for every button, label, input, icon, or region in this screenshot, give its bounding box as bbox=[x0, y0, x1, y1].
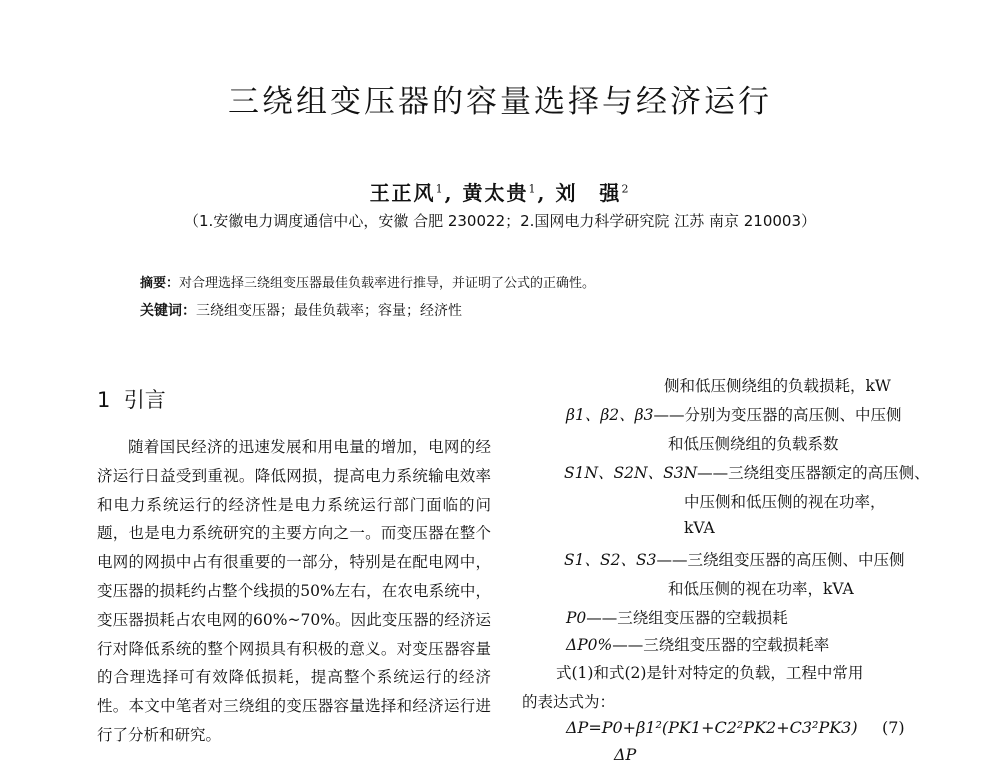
definition-line: 侧和低压侧绕组的负载损耗，kW bbox=[664, 377, 891, 395]
equation: ΔP=P0+β1²(PK1+C2²PK2+C3²PK3) bbox=[566, 718, 858, 737]
definition-line: 中压侧和低压侧的视在功率， bbox=[684, 493, 886, 511]
definition-p0 bbox=[566, 606, 788, 628]
definition-text: ——三绕组变压器额定的高压侧、 bbox=[697, 464, 930, 482]
definition-text: ——分别为变压器的高压侧、中压侧 bbox=[653, 406, 902, 424]
abstract-text: 对合理选择三绕组变压器最佳负载率进行推导，并证明了公式的正确性。 bbox=[179, 276, 596, 291]
author-name: 黄太贵 bbox=[462, 181, 529, 205]
body-text: 式(1)和式(2)是针对特定的负载，工程中常用 bbox=[556, 664, 864, 682]
definition-text: ——三绕组变压器的空载损耗 bbox=[586, 609, 788, 627]
intro-paragraph: 随着国民经济的迅速发展和用电量的增加，电网的经济运行日益受到重视。降低网损，提高电力系统输电效率和电力系统运行的经济性是电力系统运行部门面临的问题，也是电力系统研究的主要方向之一。而变压器在整个电网的网损中占有很重要的一部分，特别是在配电网中，变压器的损耗约占整个线损的50%左右，在农电系统中，变压器损耗占农电网的60%~70%。因此变压器的经济运行对降低系统的整个网损具有积极的意义。对变压器容量的合理选择可有效降低损耗，提高整个系统运行的经济性。本文中笔者对三绕组的变压器容量选择和经济运行进行了分析和研究。 bbox=[97, 438, 491, 744]
author-affil-mark: 2 bbox=[621, 182, 631, 196]
author-affil-mark: 1 bbox=[528, 182, 538, 196]
definition-text: ——三绕组变压器的高压侧、中压侧 bbox=[656, 551, 905, 569]
symbol-beta: β1、β2、β3 bbox=[566, 406, 654, 424]
body-text: 的表达式为： bbox=[522, 693, 616, 711]
keywords-label: 关键词： bbox=[140, 303, 196, 319]
author-name: 刘 强 bbox=[555, 181, 622, 205]
definition-beta bbox=[566, 403, 901, 425]
abstract-label: 摘要： bbox=[140, 276, 180, 291]
author-name: 王正风 bbox=[369, 181, 436, 205]
paper-title: 三绕组变压器的容量选择与经济运行 bbox=[228, 84, 772, 120]
symbol-sn: S1N、S2N、S3N bbox=[564, 464, 698, 482]
symbol-s: S1、S2、S3 bbox=[564, 551, 657, 569]
affiliation: （1.安徽电力调度通信中心，安徽 合肥 230022；2.国网电力科学研究院 江苏 南京 210003） bbox=[184, 212, 816, 230]
author-line: 王正风$^1$, 黄太贵$^1$, 刘 强$^2$ bbox=[369, 181, 631, 205]
keywords bbox=[140, 300, 462, 320]
author-affil-mark: 1 bbox=[435, 182, 445, 196]
abstract bbox=[140, 272, 595, 291]
definition-apparent-power bbox=[564, 548, 904, 570]
definition-line: kVA bbox=[684, 519, 715, 537]
equation-partial: ΔP bbox=[614, 745, 637, 764]
symbol-dp0: ΔP0% bbox=[566, 636, 613, 654]
definition-dp0 bbox=[566, 633, 829, 655]
section-heading bbox=[97, 384, 166, 414]
symbol-p0: P0 bbox=[566, 609, 587, 627]
definition-line: 和低压侧的视在功率，kVA bbox=[668, 580, 854, 598]
section-title: 引言 bbox=[123, 388, 166, 412]
equation-number: (7) bbox=[882, 718, 905, 737]
keywords-text: 三绕组变压器；最佳负载率；容量；经济性 bbox=[196, 303, 462, 319]
definition-rated-power bbox=[564, 461, 930, 483]
section-number: 1 bbox=[97, 388, 111, 412]
definition-line: 和低压侧绕组的负载系数 bbox=[668, 435, 839, 453]
definition-text: ——三绕组变压器的空载损耗率 bbox=[612, 636, 830, 654]
